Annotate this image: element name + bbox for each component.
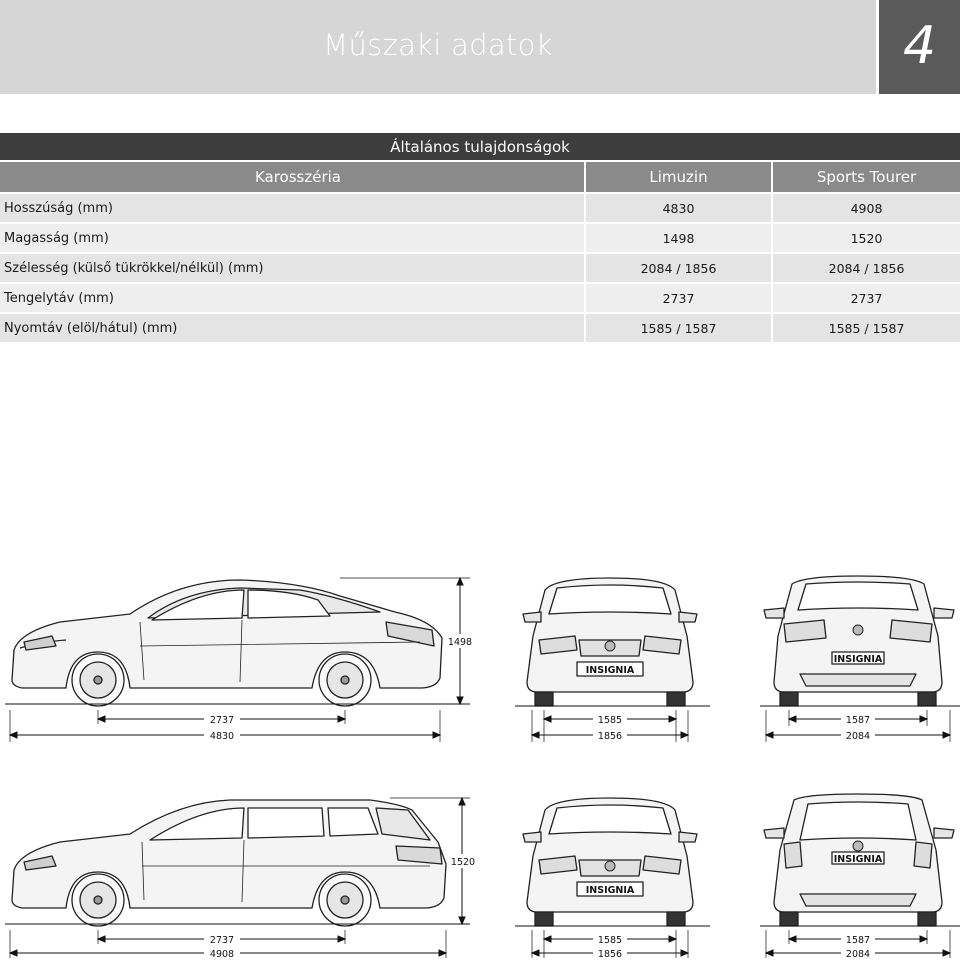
chapter-tab [879,0,960,94]
wagon-side-drawing [0,790,480,960]
sedan-rear-badge: INSIGNIA [833,654,883,665]
cell-limuzin: 1498 [585,223,772,253]
cell-limuzin: 1585 / 1587 [585,313,772,342]
sedan-side-drawing [0,570,480,750]
row-label: Magasság (mm) [0,223,585,253]
wagon-height-label: 1520 [450,857,476,868]
cell-tourer: 1520 [772,223,960,253]
sedan-length-label: 4830 [209,731,235,742]
cell-limuzin: 2084 / 1856 [585,253,772,283]
column-header-limuzin: Limuzin [585,161,772,193]
wagon-front-width-label: 1856 [597,949,623,960]
sedan-height-label: 1498 [447,637,473,648]
wagon-front-drawing [515,790,710,960]
cell-tourer: 2084 / 1856 [772,253,960,283]
sedan-front-width-label: 1856 [597,731,623,742]
table-row [0,253,960,283]
wagon-rear-track-label: 1587 [845,935,871,946]
table-title-row [0,133,960,161]
sedan-wheelbase-label: 2737 [209,715,235,726]
table-row [0,313,960,342]
wagon-rear-drawing [760,790,960,960]
sedan-front-badge: INSIGNIA [585,665,635,676]
wagon-rear-width-label: 2084 [845,949,871,960]
table-row [0,223,960,253]
wagon-length-label: 4908 [209,949,235,960]
cell-tourer: 1585 / 1587 [772,313,960,342]
wagon-front-badge: INSIGNIA [585,885,635,896]
wagon-wheelbase-label: 2737 [209,935,235,946]
wagon-front-track-label: 1585 [597,935,623,946]
cell-tourer: 4908 [772,193,960,223]
cell-tourer: 2737 [772,283,960,313]
row-label: Tengelytáv (mm) [0,283,585,313]
row-label: Szélesség (külső tükrökkel/nélkül) (mm) [0,253,585,283]
cell-limuzin: 4830 [585,193,772,223]
sedan-front-track-label: 1585 [597,715,623,726]
table-title: Általános tulajdonságok [0,133,960,161]
sedan-rear-track-label: 1587 [845,715,871,726]
wagon-rear-badge: INSIGNIA [833,854,883,865]
table-row [0,193,960,223]
chapter-number: 4 [902,16,937,76]
sedan-rear-drawing [760,570,960,750]
page-header [0,0,876,94]
column-header-body: Karosszéria [0,161,585,193]
sedan-rear-width-label: 2084 [845,731,871,742]
row-label: Nyomtáv (elöl/hátul) (mm) [0,313,585,342]
table-row [0,283,960,313]
table-header-row [0,161,960,193]
row-label: Hosszúság (mm) [0,193,585,223]
spec-table [0,133,960,342]
sedan-front-drawing [515,570,710,750]
cell-limuzin: 2737 [585,283,772,313]
page-title: Műszaki adatok [323,28,553,62]
column-header-tourer: Sports Tourer [772,161,960,193]
